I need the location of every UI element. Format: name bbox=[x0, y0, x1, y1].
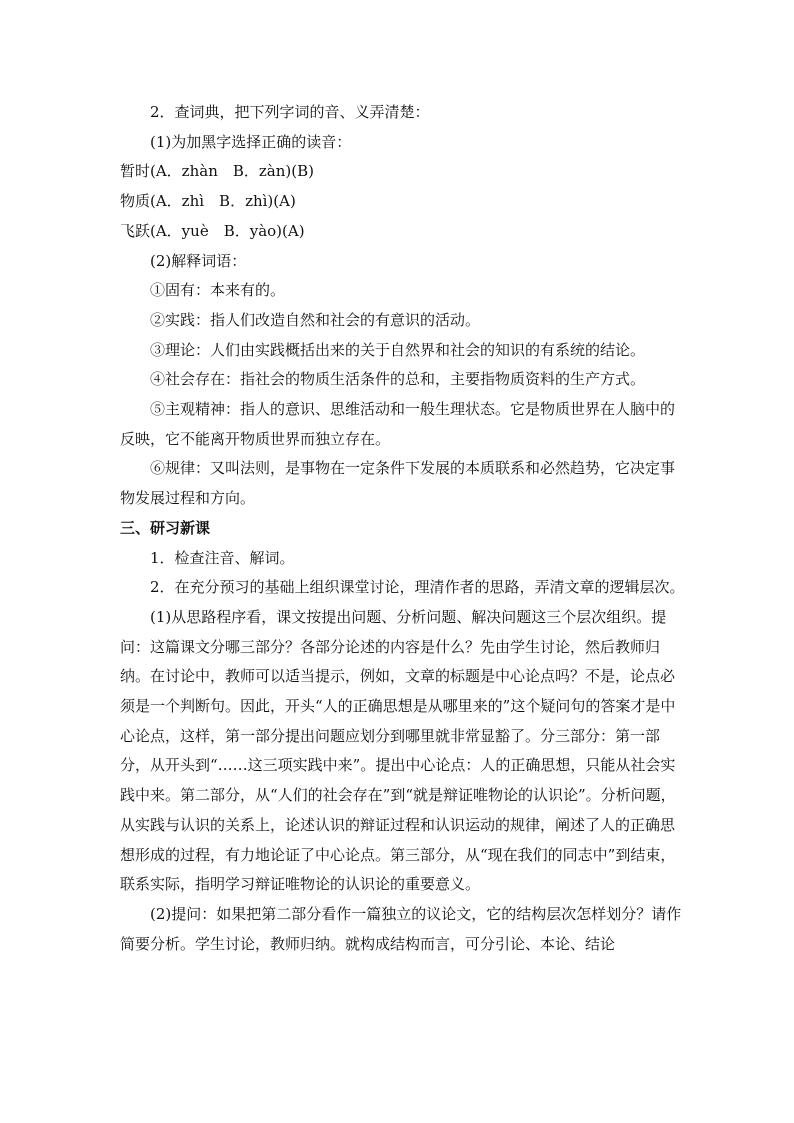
definition-1: ①固有：本来有的。 bbox=[150, 281, 286, 300]
definition-5: ⑤主观精神：指人的意识、思维活动和一般生理状态。它是物质世界在人脑中的反映，它不能离开物质世界而独立存在。 bbox=[120, 400, 676, 448]
pronunciation-item-1: 暂时(A．zhàn B．zàn)(B) bbox=[120, 162, 314, 181]
discussion-paragraph-1: (1)从思路程序看，课文按提出问题、分析问题、解决问题这三个层次组织。提问：这篇课文分哪三部分？各部分论述的内容是什么？先由学生讨论，然后教师归纳。在讨论中，教师可以适当提示，例如，文章的标题是中心论点吗？不是，论点必须是一个判断句。因此，开头“人的正确思想是从哪里来的”这个疑问句的答案才是中心论点，这样，第一部分提出问题应划分到哪里就非常显豁了。分三部分：第一部分，从开头到“……这三项实践中来”。提出中心论点：人的正确思想，只能从社会实践中来。第二部分，从“人们的社会存在”到“就是辩证唯物论的认识论”。分析问题，从实践与认识的关系上，论述认识的辩证过程和认识运动的规律，阐述了人的正确思想形成的过程，有力地论证了中心论点。第三部分，从“现在我们的同志中”到结束，联系实际，指明学习辩证唯物论的认识论的重要意义。 bbox=[120, 607, 676, 894]
section-heading: 三、研习新课 bbox=[120, 518, 211, 537]
definition-3: ③理论：人们由实践概括出来的关于自然界和社会的知识的有系统的结论。 bbox=[150, 340, 646, 359]
pronunciation-item-2: 物质(A．zhì B．zhì)(A) bbox=[120, 192, 296, 211]
definition-6: ⑥规律：又叫法则，是事物在一定条件下发展的本质联系和必然趋势，它决定事物发展过程和方向。 bbox=[120, 459, 676, 508]
step-2: 2．在充分预习的基础上组织课堂讨论，理清作者的思路，弄清文章的逻辑层次。 bbox=[150, 578, 685, 597]
definition-4: ④社会存在：指社会的物质生活条件的总和，主要指物质资料的生产方式。 bbox=[150, 370, 646, 389]
definition-2: ②实践：指人们改造自然和社会的有意识的活动。 bbox=[150, 310, 481, 329]
subitem-definitions: (2)解释词语： bbox=[150, 251, 247, 270]
subitem-pronunciation: (1)为加黑字选择正确的读音： bbox=[150, 132, 352, 151]
item-dictionary-task: 2．查词典，把下列字词的音、义弄清楚： bbox=[150, 103, 430, 121]
document-body bbox=[120, 98, 686, 959]
step-1: 1．检查注音、解词。 bbox=[150, 548, 295, 567]
pronunciation-item-3: 飞跃(A．yuè B．yào)(A) bbox=[120, 221, 305, 240]
discussion-paragraph-2: (2)提问：如果把第二部分看作一篇独立的议论文，它的结构层次怎样划分？请作简要分析。学生讨论，教师归纳。就构成结构而言，可分引论、本论、结论 bbox=[120, 904, 682, 953]
